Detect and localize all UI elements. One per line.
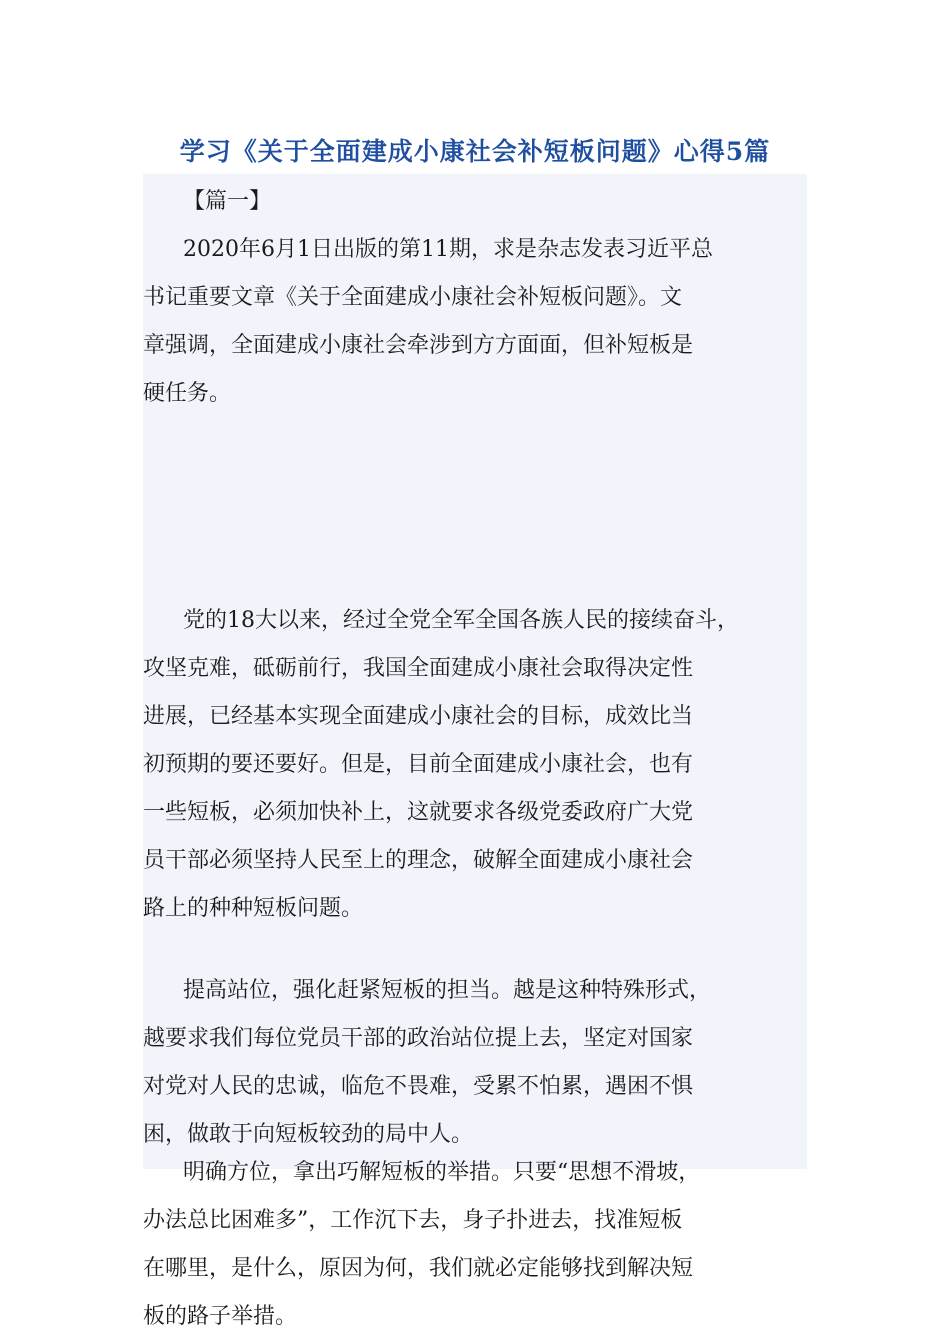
section-heading: 【篇一】 <box>183 189 272 214</box>
paragraph-line: 员干部必须坚持人民至上的理念，破解全面建成小康社会 <box>143 848 694 873</box>
paragraph-line: 提高站位，强化赶紧短板的担当。越是这种特殊形式， <box>183 978 712 1003</box>
paragraph-line: 越要求我们每位党员干部的政治站位提上去，坚定对国家 <box>143 1026 694 1051</box>
article-body <box>143 174 807 1329</box>
paragraph-line: 一些短板，必须加快补上，这就要求各级党委政府广大党 <box>143 800 694 825</box>
paragraph-3 <box>143 967 807 1159</box>
paragraph-line: 攻坚克难，砥砺前行，我国全面建成小康社会取得决定性 <box>143 656 694 681</box>
paragraph-4 <box>143 1149 807 1341</box>
paragraph-1 <box>143 226 807 418</box>
paragraph-line: 对党对人民的忠诚，临危不畏难，受累不怕累，遇困不惧 <box>143 1074 694 1099</box>
paragraph-line: 进展，已经基本实现全面建成小康社会的目标，成效比当 <box>143 704 694 729</box>
paragraph-line: 明确方位，拿出巧解短板的举措。只要“思想不滑坡， <box>183 1160 701 1185</box>
document-title: 学习《关于全面建成小康社会补短板问题》心得5篇 <box>179 137 771 166</box>
paragraph-line: 党的18大以来，经过全党全军全国各族人民的接续奋斗， <box>183 608 739 633</box>
paragraph-line: 初预期的要还要好。但是，目前全面建成小康社会，也有 <box>143 752 694 777</box>
paragraph-line: 板的路子举措。 <box>143 1304 298 1329</box>
paragraph-line: 办法总比困难多”，工作沉下去，身子扑进去，找准短板 <box>143 1208 683 1233</box>
paragraph-line: 在哪里，是什么，原因为何，我们就必定能够找到解决短 <box>143 1256 694 1281</box>
paragraph-line: 章强调，全面建成小康社会牵涉到方方面面，但补短板是 <box>143 333 694 358</box>
paragraph-2 <box>143 597 807 933</box>
paragraph-line: 硬任务。 <box>143 381 232 406</box>
paragraph-line: 书记重要文章《关于全面建成小康社会补短板问题》。文 <box>143 285 683 310</box>
paragraph-line: 路上的种种短板问题。 <box>143 896 364 921</box>
paragraph-line: 困，做敢于向短板较劲的局中人。 <box>143 1122 474 1147</box>
paragraph-line: 2020年6月1日出版的第11期，求是杂志发表习近平总 <box>183 237 713 262</box>
